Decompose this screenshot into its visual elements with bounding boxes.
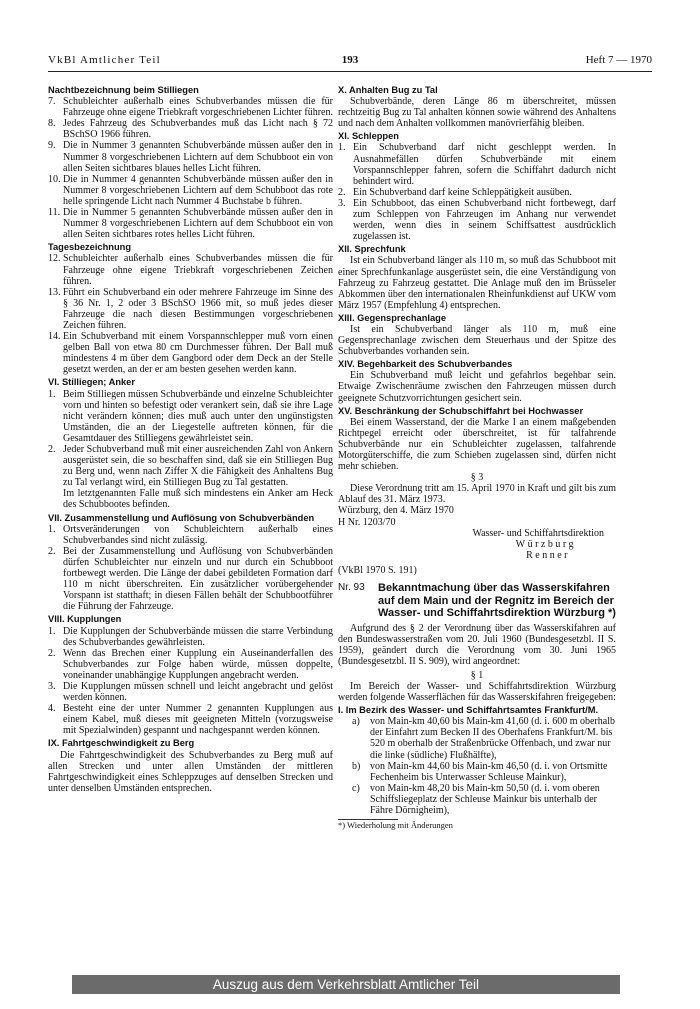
list-item <box>48 546 333 613</box>
item-number: 1. <box>48 388 56 400</box>
item-number: 4. <box>48 703 56 715</box>
list-item <box>48 140 333 173</box>
section-7-heading: VII. Zusammenstellung und Auflösung von Schubverbänden <box>48 512 315 523</box>
item-number: c) <box>352 782 360 794</box>
source-reference: (VkBl 1970 S. 191) <box>338 564 417 576</box>
section-10-text: Schubverbände, deren Länge 86 m überschreitet, müssen rechtzeitig Bug zu Tal anhalten können sowie während des Anhaltens und nach dem Anhalten vollkommen manövrierfähig bleiben. <box>338 96 616 130</box>
place-date: Würzburg, den 4. März 1970 <box>338 505 454 517</box>
day-heading: Tagesbezeichnung <box>48 242 131 253</box>
item-number: 11. <box>48 207 61 219</box>
section-12-text: Ist ein Schubverband länger als 110 m, so muß das Schubboot mit einer Sprechfunkanlage ausgerüstet sein, die eine Verständigung von Fahrzeug zu Fahrzeug gestattet. Die Anlage muß den im Brüsseler Abkommen über den internationalen Rheinfunkdienst auf UKW vom März 1957 (Empfehlung 4) entsprechen. <box>338 255 616 311</box>
item-text: Wenn das Brechen einer Kupplung ein Auseinanderfallen des Schubverbandes zur Folge haben würde, müssen doppelte, voneinander unabhängige Kupplungen angebracht werden. <box>63 647 333 681</box>
paragraph-3-text: Diese Verordnung tritt am 15. April 1970 in Kraft und gilt bis zum Ablauf des 31. März 1973. <box>338 483 616 506</box>
header-rule <box>48 71 652 72</box>
area-heading: I. Im Bezirk des Wasser- und Schiffahrtsamtes Frankfurt/M. <box>338 705 599 716</box>
item-text: Jeder Schubverband muß mit einer ausreichenden Zahl von Ankern ausgerüstet sein, die so beschaffen sind, daß sie ein Stilliegen Bug zu Berg und, wenn nach Ziffer X die Fähigkeit des Anhaltens Bug zu Tal verlangt wird, ein Stilliegen Bug zu Tal gestatten. <box>63 444 333 489</box>
section-10-heading: X. Anhalten Bug zu Tal <box>338 85 438 95</box>
item-text: Ein Schubverband mit einem Vorspannschlepper muß vorn einen gelben Ball von etwa 80 cm Durchmesser führen. Der Ball muß mindestens 4 m über dem Gangbord oder dem Deck an der Stelle gesetzt werden, an der er am besten gesehen werden kann. <box>63 331 333 376</box>
section-12-heading: XII. Sprechfunk <box>338 244 406 255</box>
issue-number: Heft 7 — 1970 <box>585 54 652 66</box>
section-11-heading: XI. Schleppen <box>338 131 399 142</box>
section-6-note: Im letztgenannten Falle muß sich mindestens ein Anker am Heck des Schubbootes befinden. <box>63 488 333 511</box>
section-13-text: Ist ein Schubverband länger als 110 m, muß eine Gegensprechanlage zwischen dem Steuerhaus und der Spitze des Schubverbandes vorhanden sein. <box>338 323 616 358</box>
item-text: Die Kupplungen müssen schnell und leicht angebracht und gelöst werden können. <box>63 680 333 704</box>
day-items <box>48 253 333 375</box>
item-text: Die in Nummer 3 genannten Schubverbände müssen außer den in Nummer 8 vorgeschriebenen Lichtern auf dem Schubboot ein von allen Seiten sichtbares blaues helles Licht führen. <box>63 140 333 174</box>
item-text: Ein Schubboot, das einen Schubverband nicht fortbewegt, darf zum Schleppen von Fahrzeugen im Anhang nur verwendet werden, wenn dies in seinem Schiffsattest ausdrücklich zugelassen ist. <box>353 197 616 243</box>
list-item <box>48 626 333 648</box>
list-item <box>48 648 333 681</box>
list-item <box>48 207 333 240</box>
list-item <box>48 96 333 118</box>
section-15-text: Bei einem Wasserstand, der die Marke I an einem maßgebenden Richtpegel erreicht oder überschreitet, ist für talfahrende Schubverbände nur ein Schubleichter zugelassen, talfahrende Motorgüterschiffe, die zum Schieben zugelassen sind, dürfen nicht mehr schieben. <box>338 416 616 473</box>
section-13-heading: XIII. Gegensprechanlage <box>338 312 446 323</box>
list-item <box>338 761 616 783</box>
section-14-text: Ein Schubverband muß leicht und gefahrlos begehbar sein. Etwaige Zwischenräume zwischen den Fahrzeugen müssen durch geeignete Schutzvorrichtungen gesichert sein. <box>338 370 616 404</box>
section-6-items <box>48 389 333 489</box>
item-number: 2. <box>48 444 56 455</box>
section-8-heading: VIII. Kupplungen <box>48 614 122 625</box>
notice-title: Bekanntmachung über das Wasserskifahren auf dem Main und der Regnitz im Bereich der Wasser- und Schiffahrtsdirektion Würzburg *) <box>378 582 616 620</box>
section-8-items <box>48 626 333 737</box>
item-text: Die Kupplungen der Schubverbände müssen die starre Verbindung des Schubverbandes gewährleisten. <box>63 625 333 648</box>
list-item <box>48 118 333 140</box>
item-number: 9. <box>48 140 56 152</box>
journal-name: VkBl Amtlicher Teil <box>48 54 161 66</box>
item-text: Bei der Zusammenstellung und Auflösung von Schubverbänden dürfen Schubleichter nur einzeln und nur durch ein Schubboot fortbewegt werden. Die Länge der dabei gebildeten Formation darf 110 m nicht überschreiten. Ein zusätzlicher vorübergehender Vorspann ist statthaft; in diesen Fällen behält der Schubbootführer die Führung der Fahrzeuge. <box>63 545 333 613</box>
item-number: 1. <box>48 625 56 637</box>
list-item <box>48 681 333 703</box>
night-heading: Nachtbezeichnung beim Stilliegen <box>48 85 199 95</box>
item-text: Ein Schubverband darf keine Schleppätigkeit ausüben. <box>353 186 572 198</box>
item-text: Jedes Fahrzeug des Schubverbandes muß das Licht nach § 72 BSchSO 1966 führen. <box>63 118 333 141</box>
list-item <box>48 524 333 546</box>
paragraph-3-label: § 3 <box>470 472 484 484</box>
item-text: Ortsveränderungen von Schubleichtern außerhalb eines Schubverbandes sind nicht zulässig. <box>63 523 333 546</box>
paragraph-1-label: § 1 <box>470 669 484 681</box>
item-number: a) <box>352 716 360 728</box>
signature-name: Renner <box>526 549 570 561</box>
reference-number: H Nr. 1203/70 <box>338 516 396 528</box>
item-text: Führt ein Schubverband ein oder mehrere Fahrzeuge im Sinne des § 36 Nr. 1, 2 oder 3 BSchSO 1966 mit, so muß jedes dieser Fahrzeuge die nach diesen Bestimmungen vorgeschriebenen Zeichen führen. <box>63 286 333 331</box>
section-14-heading: XIV. Begehbarkeit des Schubverbandes <box>338 359 513 370</box>
item-text: von Main-km 48,20 bis Main-km 50,50 (d. i. vom oberen Schiffsliegeplatz der Schleuse Mainkur bis unterhalb der Fähre Dörnigheim), <box>370 782 600 817</box>
item-number: 3. <box>338 197 346 209</box>
item-number: 7. <box>48 96 56 108</box>
list-item <box>338 716 616 760</box>
item-text: Beim Stilliegen müssen Schubverbände und einzelne Schubleichter vorn und hinten so befestigt oder verankert sein, daß sie ihre Lage nicht verändern können; dies muß auch unter den ungünstigsten Umständen, die an der Liegestelle auftreten können, für die Gesamtdauer des Stilliegens gewährleistet sein. <box>63 388 333 444</box>
item-number: 3. <box>48 680 56 692</box>
item-number: b) <box>352 760 361 772</box>
item-text: Schubleichter außerhalb eines Schubverbandes müssen die für Fahrzeuge ohne eigene Triebkraft vorgeschriebenen Zeichen führen. <box>63 253 333 287</box>
item-number: 2. <box>338 186 346 198</box>
list-item <box>48 331 333 375</box>
item-text: von Main-km 40,60 bis Main-km 41,60 (d. i. 600 m oberhalb der Einfahrt zum Becken II des Oberhafens Frankfurt/M. bis 520 m oberhalb der Straßenbrücke Offenbach, und zwar nur die linke (südliche) Flußhälfte), <box>370 716 615 761</box>
item-text: Die in Nummer 5 genannten Schubverbände müssen außer den in Nummer 8 vorgeschriebenen Lichtern auf dem Schubboot ein von allen Seiten sichtbares rotes helles Licht führen. <box>63 207 333 241</box>
list-item <box>48 174 333 207</box>
notice-number: Nr. 93 <box>338 582 365 594</box>
page-number: 193 <box>341 54 359 66</box>
signature-authority: Wasser- und Schiffahrtsdirektion <box>472 527 604 539</box>
item-text: Ein Schubverband darf nicht geschleppt werden. In Ausnahmefällen dürfen Schubverbände mit einem Vorspannschlepper fahren, sofern die Schiffahrt dadurch nicht behindert wird. <box>353 142 616 187</box>
list-item <box>48 444 333 488</box>
list-item <box>338 783 616 816</box>
list-item <box>48 287 333 331</box>
section-7-items <box>48 524 333 613</box>
item-number: 2. <box>48 647 56 659</box>
list-item <box>48 389 333 444</box>
section-9-text: Die Fahrtgeschwindigkeit des Schubverbandes zu Berg muß auf allen Strecken und unter allen Umständen der mittleren Fahrtgeschwindigkeit eines Schleppzuges auf denselben Strecken und unter denselben Umständen entsprechen. <box>48 749 333 794</box>
footnote: *) Wiederholung mit Änderungen <box>338 820 453 831</box>
item-number: 12. <box>48 253 61 265</box>
night-items <box>48 96 333 240</box>
item-text: Schubleichter außerhalb eines Schubverbandes müssen die für Fahrzeuge ohne eigene Triebkraft vorgeschriebenen Lichter führen. <box>63 96 333 119</box>
item-number: 10. <box>48 173 61 185</box>
paragraph-1-text: Im Bereich der Wasser- und Schiffahrtsdirektion Würzburg werden folgende Wasserflächen für das Wasserskifahren freigegeben: <box>338 681 616 704</box>
notice-intro: Aufgrund des § 2 der Verordnung über das Wasserskifahren auf den Bundeswasserstraßen vom 20. Juli 1960 (Bundesgesetzbl. II S. 1959), geändert durch die Verordnung vom 30. Juni 1965 (Bundesgesetzbl. II S. 909), wird angeordnet: <box>338 622 616 667</box>
page-header <box>48 54 652 70</box>
list-item <box>338 187 616 198</box>
list-item <box>338 142 616 186</box>
left-column <box>48 83 333 794</box>
item-number: 8. <box>48 118 56 130</box>
item-text: Die in Nummer 4 genannten Schubverbände müssen außer den in Nummer 8 vorgeschriebenen Lichtern auf dem Schubboot das rote helle springende Licht nach Nummer 4 Buchstabe b führen. <box>63 173 333 207</box>
section-6-heading: VI. Stilliegen; Anker <box>48 377 135 388</box>
item-number: 2. <box>48 545 56 557</box>
item-text: Besteht eine der unter Nummer 2 genannten Kupplungen aus einem Kabel, muß dieses mit geeigneten Mitteln (vorzugsweise mit Spezialwinden) gespannt und nachgespannt werden können. <box>63 703 333 737</box>
item-number: 13. <box>48 286 61 298</box>
item-number: 1. <box>338 142 346 154</box>
section-15-heading: XV. Beschränkung der Schubschiffahrt bei Hochwasser <box>338 405 584 416</box>
list-item <box>48 253 333 286</box>
item-text: von Main-km 44,60 bis Main-km 46,50 (d. i. von Ortsmitte Fechenheim bis Unterwasser Schleuse Mainkur), <box>370 760 608 783</box>
notice-heading <box>338 582 616 620</box>
area-items <box>338 716 616 816</box>
right-column <box>338 83 616 831</box>
section-11-items <box>338 142 616 242</box>
signature-city: Würzburg <box>515 538 576 550</box>
item-number: 14. <box>48 331 61 343</box>
section-9-heading: IX. Fahrtgeschwindigkeit zu Berg <box>48 738 195 749</box>
list-item <box>338 198 616 242</box>
list-item <box>48 703 333 736</box>
item-number: 1. <box>48 523 56 535</box>
footer-banner: Auszug aus dem Verkehrsblatt Amtlicher Teil <box>72 975 620 994</box>
